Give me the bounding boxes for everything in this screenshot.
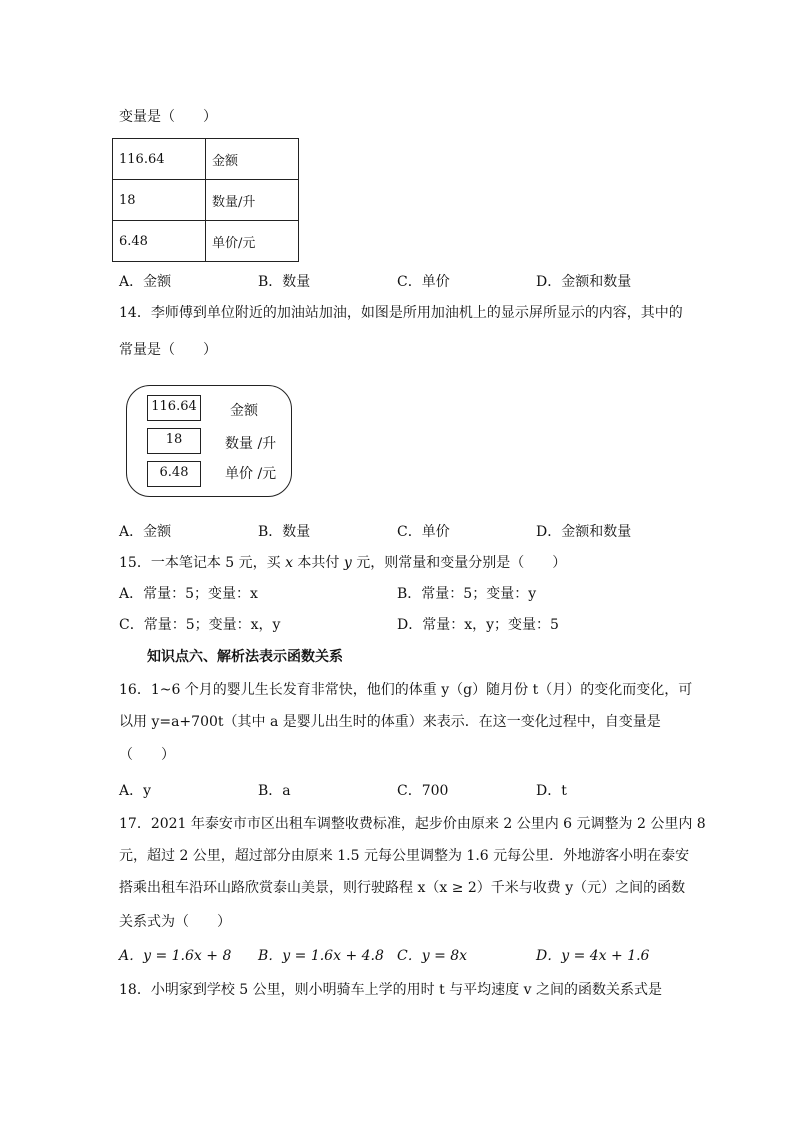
q15-stem bbox=[119, 554, 566, 572]
table-cell: 单价/元 bbox=[206, 221, 299, 262]
q17-stem-line1: 17．2021 年泰安市市区出租车调整收费标准，起步价由原来 2 公里内 6 元调整为 2 公里内 8 bbox=[119, 816, 706, 832]
q17-stem-line2: 元，超过 2 公里，超过部分由原来 1.5 元每公里调整为 1.6 元每公里．外地游客小明在泰安 bbox=[119, 848, 690, 864]
q16-option-a: A．y bbox=[119, 783, 152, 799]
q14-option-c: C．单价 bbox=[397, 524, 450, 540]
q13-table bbox=[112, 138, 299, 262]
table-cell: 116.64 bbox=[113, 139, 206, 180]
q16-stem-line2: 以用 y=a+700t（其中 a 是婴儿出生时的体重）来表示．在这一变化过程中，自变量是 bbox=[119, 714, 661, 730]
q13-option-b: B．数量 bbox=[258, 274, 311, 290]
q15-var-y: y bbox=[343, 555, 352, 571]
q15-stem-part: 本共付 bbox=[292, 555, 344, 571]
table-cell: 6.48 bbox=[113, 221, 206, 262]
table-cell: 数量/升 bbox=[206, 180, 299, 221]
q13-option-a: A．金额 bbox=[119, 274, 172, 290]
q15-option-c: C．常量：5；变量：x，y bbox=[119, 617, 281, 633]
q17-stem-line4: 关系式为（ ） bbox=[119, 914, 231, 930]
table-row bbox=[113, 221, 299, 262]
q14-option-b: B．数量 bbox=[258, 524, 311, 540]
q17-stem-line3: 搭乘出租车沿环山路欣赏泰山美景，则行驶路程 x（x ≥ 2）千米与收费 y（元）之间的函数 bbox=[119, 880, 686, 896]
display-quantity-value: 18 bbox=[147, 428, 201, 454]
q16-option-c: C．700 bbox=[397, 783, 449, 799]
section-heading: 知识点六、解析法表示函数关系 bbox=[147, 649, 343, 665]
display-quantity-label: 数量 /升 bbox=[225, 436, 277, 452]
q14-stem-line1: 14．李师傅到单位附近的加油站加油，如图是所用加油机上的显示屏所显示的内容，其中的 bbox=[119, 305, 683, 321]
q17-option-a: A．y = 1.6x + 8 bbox=[119, 948, 232, 964]
display-price-label: 单价 /元 bbox=[225, 466, 277, 482]
q13-stem-tail: 变量是（ ） bbox=[119, 109, 217, 125]
q16-option-d: D．t bbox=[536, 783, 567, 799]
q16-stem-line3: （ ） bbox=[119, 747, 175, 763]
q17-option-d: D．y = 4x + 1.6 bbox=[536, 948, 650, 964]
table-cell: 18 bbox=[113, 180, 206, 221]
q15-var-x: x bbox=[285, 555, 293, 571]
display-amount-label: 金额 bbox=[230, 403, 258, 419]
q17-option-b: B．y = 1.6x + 4.8 bbox=[258, 948, 384, 964]
q17-option-c: C．y = 8x bbox=[397, 948, 468, 964]
table-cell: 金额 bbox=[206, 139, 299, 180]
fuel-pump-display bbox=[126, 385, 292, 497]
table-row bbox=[113, 180, 299, 221]
q14-option-a: A．金额 bbox=[119, 524, 172, 540]
q16-option-b: B．a bbox=[258, 783, 291, 799]
q15-option-a: A．常量：5；变量：x bbox=[119, 586, 258, 602]
q15-stem-part: 15．一本笔记本 5 元，买 bbox=[119, 555, 286, 571]
display-amount-value: 116.64 bbox=[147, 395, 201, 421]
q13-option-c: C．单价 bbox=[397, 274, 450, 290]
q13-option-d: D．金额和数量 bbox=[536, 274, 632, 290]
q14-option-d: D．金额和数量 bbox=[536, 524, 632, 540]
q14-stem-line2: 常量是（ ） bbox=[119, 342, 217, 358]
q16-stem-line1: 16．1~6 个月的婴儿生长发育非常快，他们的体重 y（g）随月份 t（月）的变化而变化，可 bbox=[119, 682, 693, 698]
q15-option-b: B．常量：5；变量：y bbox=[397, 586, 537, 602]
display-price-value: 6.48 bbox=[147, 461, 201, 487]
q15-option-d: D．常量：x，y；变量：5 bbox=[397, 617, 559, 633]
table-row bbox=[113, 139, 299, 180]
q15-stem-part: 元，则常量和变量分别是（ ） bbox=[351, 555, 567, 571]
q18-stem-line1: 18．小明家到学校 5 公里，则小明骑车上学的用时 t 与平均速度 v 之间的函数关系式是 bbox=[119, 982, 662, 998]
